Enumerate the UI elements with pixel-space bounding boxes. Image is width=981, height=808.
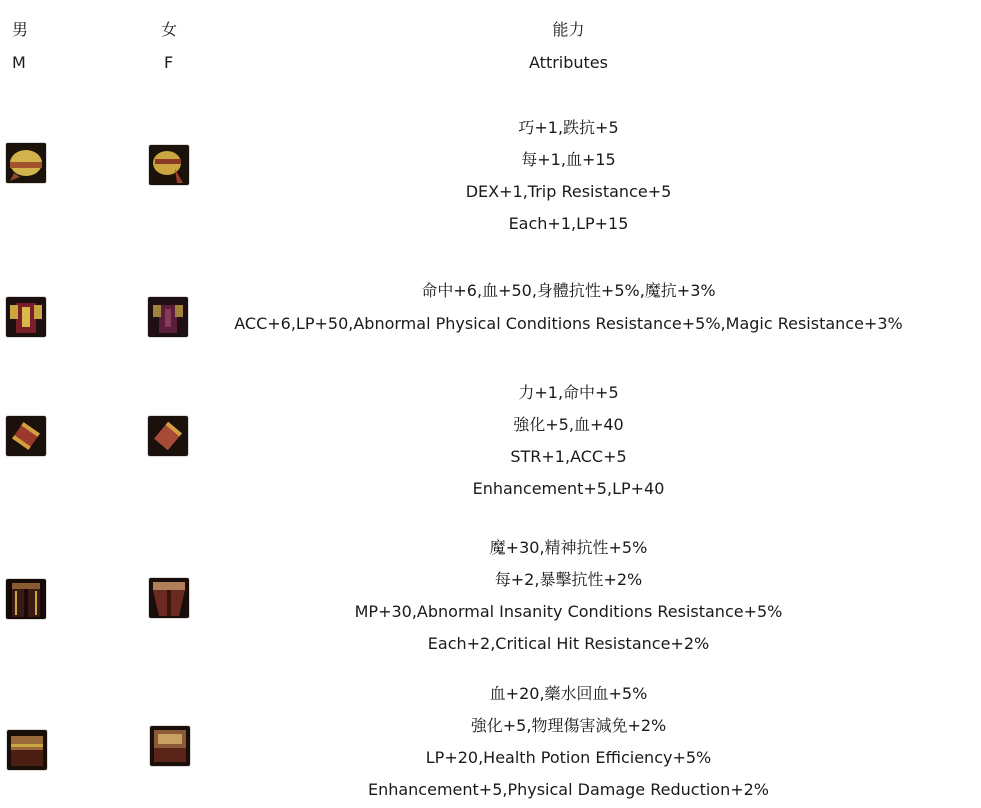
attr-line: 巧+1,跌抗+5: [518, 118, 619, 137]
female-header-cn: 女: [161, 20, 178, 39]
attr-line: Enhancement+5,LP+40: [472, 479, 665, 498]
attr-line: Enhancement+5,Physical Damage Reduction+2%: [367, 780, 770, 799]
attr-line: 強化+5,物理傷害減免+2%: [470, 716, 667, 735]
male-header-en: M: [12, 53, 26, 72]
attr-line: LP+20,Health Potion Efficiency+5%: [425, 748, 712, 767]
attributes-header-cn: 能力: [552, 20, 585, 39]
attr-line: DEX+1,Trip Resistance+5: [465, 182, 672, 201]
male-gloves-icon: [6, 416, 46, 456]
attr-line: 每+2,暴擊抗性+2%: [494, 570, 643, 589]
attr-line: Each+2,Critical Hit Resistance+2%: [427, 634, 710, 653]
attr-line: 魔+30,精神抗性+5%: [489, 538, 648, 557]
male-boots-icon: [7, 730, 47, 770]
attr-line: 力+1,命中+5: [518, 383, 619, 402]
attr-line: MP+30,Abnormal Insanity Conditions Resistance+5%: [354, 602, 783, 621]
male-body-armor-icon: [6, 297, 46, 337]
attr-line: 命中+6,血+50,身體抗性+5%,魔抗+3%: [421, 281, 716, 300]
attributes-header-en: Attributes: [529, 53, 608, 72]
attr-line: 血+20,藥水回血+5%: [489, 684, 648, 703]
male-helmet-icon: [6, 143, 46, 183]
male-pants-icon: [6, 579, 46, 619]
attr-line: 每+1,血+15: [521, 150, 616, 169]
attr-line: ACC+6,LP+50,Abnormal Physical Conditions Resistance+5%,Magic Resistance+3%: [234, 314, 903, 333]
attr-line: STR+1,ACC+5: [510, 447, 627, 466]
female-header-en: F: [164, 53, 174, 72]
attr-line: Each+1,LP+15: [508, 214, 629, 233]
attr-line: 強化+5,血+40: [513, 415, 624, 434]
male-header-cn: 男: [12, 20, 29, 39]
